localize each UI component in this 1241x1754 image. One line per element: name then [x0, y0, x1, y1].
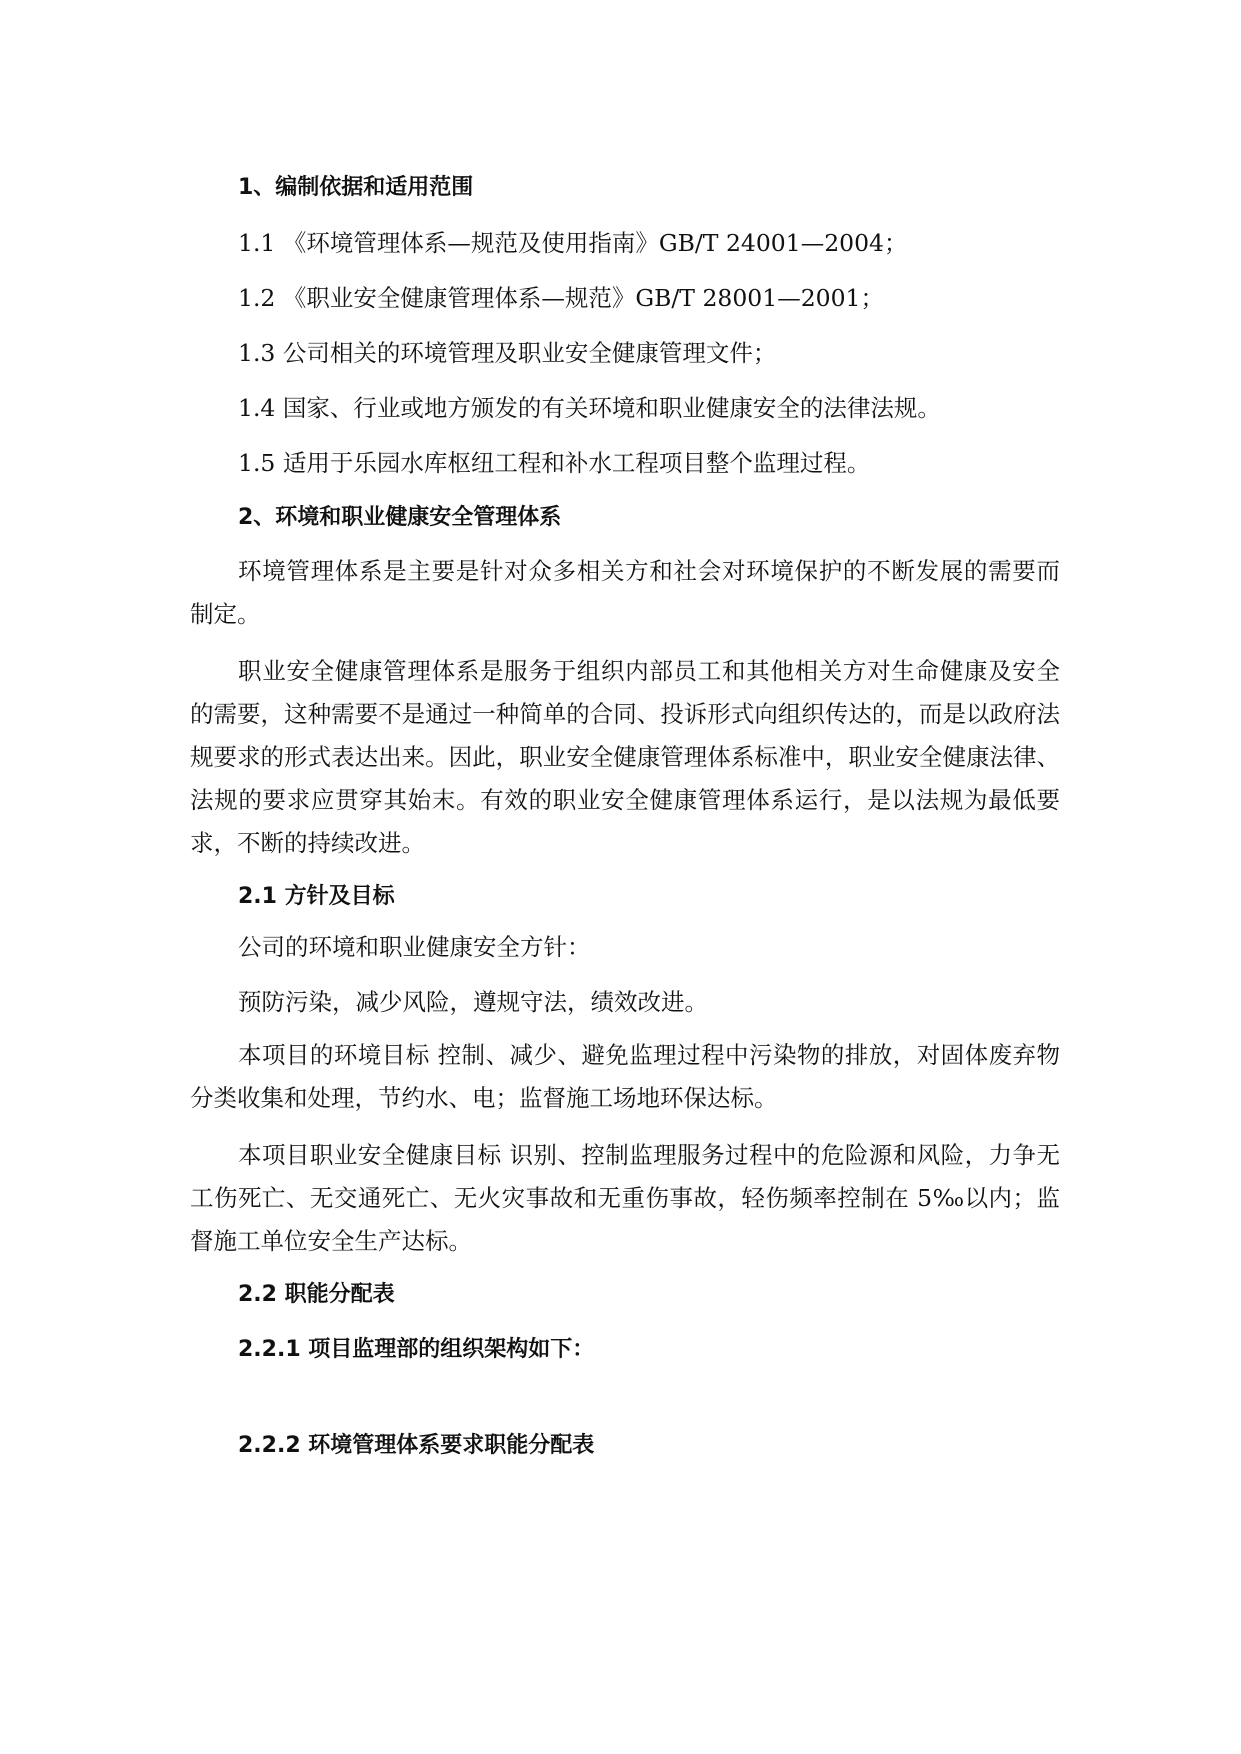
- section-1-heading: 1、编制依据和适用范围: [238, 175, 474, 200]
- section-2-1-heading: 2.1 方针及目标: [238, 884, 395, 909]
- section-2-1-line-1: 公司的环境和职业健康安全方针：: [238, 933, 591, 961]
- section-2-1-paragraph-3: 本项目的环境目标 控制、减少、避免监理过程中污染物的排放，对固体废弃物分类收集和处理，节约水、电；监督施工场地环保达标。: [190, 1041, 1060, 1112]
- list-item-1-2: 1.2 《职业安全健康管理体系—规范》GB/T 28001—2001；: [238, 284, 885, 312]
- section-2-1-line-2: 预防污染，减少风险，遵规守法，绩效改进。: [238, 988, 708, 1016]
- section-2-2-1-heading: 2.2.1 项目监理部的组织架构如下：: [238, 1337, 595, 1362]
- section-2-2-2-heading: 2.2.2 环境管理体系要求职能分配表: [238, 1433, 595, 1458]
- document-body: [190, 170, 1060, 1464]
- section-2-heading: 2、环境和职业健康安全管理体系: [238, 505, 562, 530]
- list-item-1-3: 1.3 公司相关的环境管理及职业安全健康管理文件；: [238, 339, 777, 367]
- section-2-2-heading: 2.2 职能分配表: [238, 1282, 395, 1307]
- section-2-paragraph-2: 职业安全健康管理体系是服务于组织内部员工和其他相关方对生命健康及安全的需要，这种需要不是通过一种简单的合同、投诉形式向组织传达的，而是以政府法规要求的形式表达出来。因此，职业安全健康管理体系标准中，职业安全健康法律、法规的要求应贯穿其始末。有效的职业安全健康管理体系运行，是以法规为最低要求，不断的持续改进。: [190, 657, 1060, 857]
- section-2-paragraph-1: 环境管理体系是主要是针对众多相关方和社会对环境保护的不断发展的需要而制定。: [190, 557, 1060, 628]
- list-item-1-5: 1.5 适用于乐园水库枢纽工程和补水工程项目整个监理过程。: [238, 449, 871, 477]
- list-item-1-1: 1.1 《环境管理体系—规范及使用指南》GB/T 24001—2004；: [238, 229, 908, 257]
- list-item-1-4: 1.4 国家、行业或地方颁发的有关环境和职业健康安全的法律法规。: [238, 394, 941, 422]
- section-2-1-paragraph-4: 本项目职业安全健康目标 识别、控制监理服务过程中的危险源和风险，力争无工伤死亡、无交通死亡、无火灾事故和无重伤事故，轻伤频率控制在 5‰以内；监督施工单位安全生产达标。: [190, 1141, 1060, 1255]
